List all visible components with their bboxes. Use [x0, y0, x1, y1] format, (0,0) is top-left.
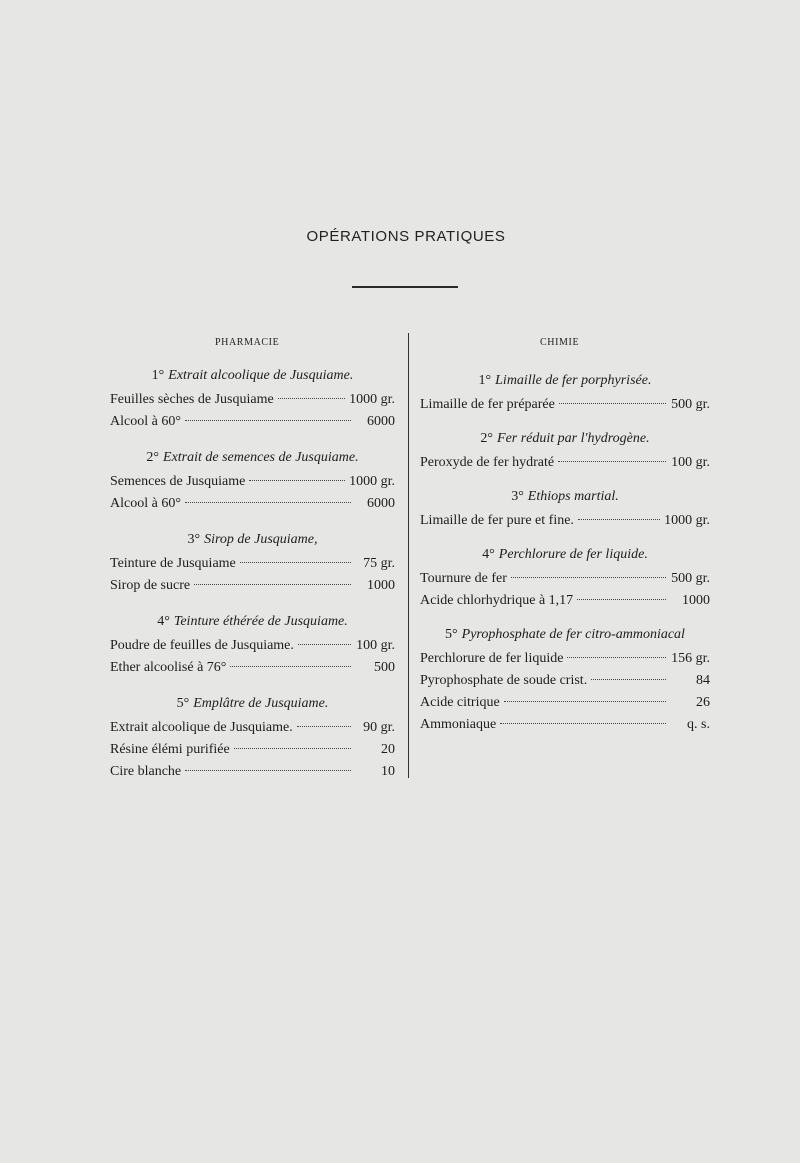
ingredient-name: Perchlorure de fer liquide	[420, 651, 564, 666]
ingredient-row	[420, 648, 710, 670]
dot-leader	[578, 519, 660, 520]
dot-leader	[230, 666, 351, 667]
section-number: 1°	[151, 368, 165, 383]
section-number: 1°	[478, 373, 492, 388]
ingredient-quantity: 90 gr.	[363, 720, 395, 735]
section-title-text: Fer réduit par l'hydrogène.	[497, 431, 650, 446]
ingredient-name: Semences de Jusquiame	[110, 474, 246, 489]
chimie-column	[420, 370, 710, 736]
ingredient-name: Tournure de fer	[420, 571, 507, 586]
ingredient-row	[110, 493, 395, 515]
ingredient-name: Résine élémi purifiée	[110, 742, 230, 757]
section-title	[420, 428, 710, 450]
ingredient-row	[110, 657, 395, 679]
section-number: 4°	[157, 614, 170, 629]
page-title: OPÉRATIONS PRATIQUES	[306, 228, 506, 245]
ingredient-row	[420, 714, 710, 736]
dot-leader	[511, 577, 666, 578]
left-section	[110, 693, 395, 783]
ingredient-quantity: 84	[696, 673, 710, 688]
section-gap	[110, 433, 395, 447]
ingredient-row	[110, 471, 395, 493]
dot-leader	[559, 403, 666, 404]
dot-leader	[185, 502, 351, 503]
dot-leader	[577, 599, 666, 600]
ingredient-row	[420, 590, 710, 612]
ingredient-quantity: 1000 gr.	[349, 392, 395, 407]
section-gap	[110, 597, 395, 611]
ingredient-name: Alcool à 60°	[110, 496, 181, 511]
ingredient-name: Cire blanche	[110, 764, 182, 779]
dot-leader	[185, 770, 351, 771]
section-title	[110, 365, 395, 387]
section-gap	[420, 532, 710, 544]
right-section	[420, 428, 710, 474]
ingredient-name: Ether alcoolisé à 76°	[110, 660, 227, 675]
dot-leader	[278, 398, 345, 399]
section-title-text: Perchlorure de fer liquide.	[498, 547, 648, 562]
ingredient-quantity: 75 gr.	[363, 556, 395, 571]
section-title	[420, 370, 710, 392]
ingredient-quantity: 156 gr.	[671, 651, 710, 666]
section-title	[110, 447, 395, 469]
ingredient-row	[420, 394, 710, 416]
dot-leader	[249, 480, 345, 481]
section-number: 2°	[480, 431, 494, 446]
section-title-text: Limaille de fer porphyrisée.	[495, 373, 652, 388]
section-title-text: Ethiops martial.	[527, 489, 619, 504]
ingredient-quantity: 1000 gr.	[349, 474, 395, 489]
ingredient-quantity: 500 gr.	[671, 571, 710, 586]
column-divider	[408, 333, 409, 778]
ingredient-quantity: 1000	[367, 578, 395, 593]
pharmacie-column	[110, 365, 395, 783]
ingredient-quantity: 500 gr.	[671, 397, 710, 412]
section-title-text: Teinture éthérée de Jusquiame.	[173, 614, 348, 629]
ingredient-name: Acide chlorhydrique à 1,17	[420, 593, 574, 608]
left-section	[110, 529, 395, 597]
dot-leader	[297, 726, 351, 727]
ingredient-name: Peroxyde de fer hydraté	[420, 455, 555, 470]
section-gap	[110, 679, 395, 693]
ingredient-quantity: 10	[381, 764, 395, 779]
section-title-text: Sirop de Jusquiame,	[204, 532, 318, 547]
ingredient-name: Poudre de feuilles de Jusquiame.	[110, 638, 294, 653]
dot-leader	[234, 748, 351, 749]
dot-leader	[298, 644, 351, 645]
dot-leader	[500, 723, 666, 724]
section-number: 3°	[187, 532, 201, 547]
section-title-text: Emplâtre de Jusquiame.	[193, 696, 329, 711]
section-title	[420, 624, 710, 646]
section-title	[110, 611, 395, 633]
ingredient-row	[110, 389, 395, 411]
ingredient-quantity: 100 gr.	[356, 638, 395, 653]
section-number: 5°	[176, 696, 190, 711]
section-title	[110, 529, 395, 551]
pharmacie-heading: PHARMACIE	[215, 337, 280, 348]
dot-leader	[185, 420, 351, 421]
left-section	[110, 365, 395, 433]
ingredient-name: Acide citrique	[420, 695, 500, 710]
ingredient-row	[110, 717, 395, 739]
section-number: 4°	[482, 547, 495, 562]
ingredient-quantity: 26	[696, 695, 710, 710]
ingredient-quantity: 20	[381, 742, 395, 757]
ingredient-quantity: 1000	[682, 593, 710, 608]
right-section	[420, 486, 710, 532]
ingredient-name: Teinture de Jusquiame	[110, 556, 236, 571]
ingredient-name: Limaille de fer pure et fine.	[420, 513, 574, 528]
chimie-heading: CHIMIE	[540, 337, 580, 348]
right-section	[420, 544, 710, 612]
dot-leader	[558, 461, 666, 462]
section-gap	[420, 416, 710, 428]
ingredient-row	[110, 575, 395, 597]
section-title	[420, 544, 710, 566]
ingredient-name: Limaille de fer préparée	[420, 397, 555, 412]
ingredient-quantity: 6000	[367, 414, 395, 429]
dot-leader	[240, 562, 351, 563]
ingredient-row	[110, 553, 395, 575]
dot-leader	[504, 701, 666, 702]
ingredient-quantity: 100 gr.	[671, 455, 710, 470]
ingredient-row	[420, 670, 710, 692]
section-gap	[420, 474, 710, 486]
ingredient-row	[110, 761, 395, 783]
section-number: 3°	[511, 489, 524, 504]
left-section	[110, 447, 395, 515]
ingredient-quantity: 500	[374, 660, 395, 675]
ingredient-row	[110, 739, 395, 761]
ingredient-quantity: q. s.	[687, 717, 710, 732]
ingredient-row	[110, 635, 395, 657]
right-section	[420, 624, 710, 736]
ingredient-name: Feuilles sèches de Jusquiame	[110, 392, 274, 407]
ingredient-row	[420, 452, 710, 474]
section-gap	[420, 612, 710, 624]
ingredient-name: Sirop de sucre	[110, 578, 191, 593]
ingredient-quantity: 1000 gr.	[664, 513, 710, 528]
section-title-text: Extrait de semences de Jusquiame.	[163, 450, 359, 465]
dot-leader	[567, 657, 666, 658]
ingredient-name: Alcool à 60°	[110, 414, 181, 429]
section-number: 5°	[445, 627, 458, 642]
section-title-text: Extrait alcoolique de Jusquiame.	[168, 368, 354, 383]
left-section	[110, 611, 395, 679]
dot-leader	[194, 584, 351, 585]
ingredient-name: Extrait alcoolique de Jusquiame.	[110, 720, 293, 735]
ingredient-name: Pyrophosphate de soude crist.	[420, 673, 588, 688]
right-section	[420, 370, 710, 416]
section-title	[420, 486, 710, 508]
ingredient-row	[420, 510, 710, 532]
ingredient-name: Ammoniaque	[420, 717, 497, 732]
ingredient-row	[420, 692, 710, 714]
section-title-text: Pyrophosphate de fer citro-ammoniacal	[461, 627, 685, 642]
ingredient-quantity: 6000	[367, 496, 395, 511]
ingredient-row	[420, 568, 710, 590]
section-title	[110, 693, 395, 715]
dot-leader	[591, 679, 666, 680]
ingredient-row	[110, 411, 395, 433]
section-number: 2°	[146, 450, 160, 465]
section-gap	[110, 515, 395, 529]
title-rule	[352, 286, 458, 288]
